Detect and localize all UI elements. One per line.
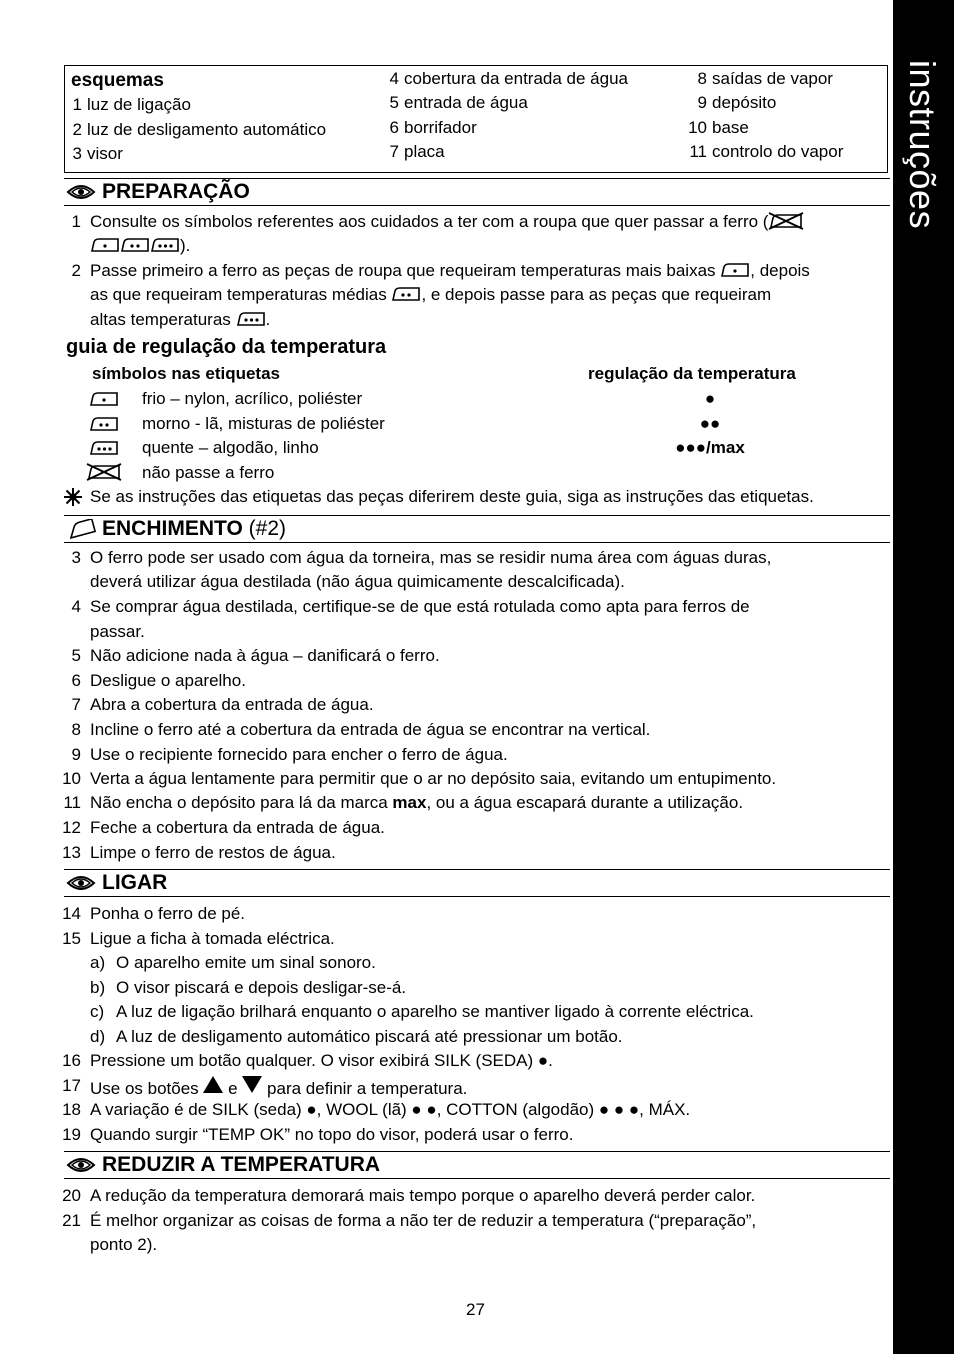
- substep-label: c): [90, 1002, 105, 1021]
- part-item: 9 depósito: [697, 93, 777, 112]
- step-number: 10: [62, 769, 81, 788]
- iron-high-icon: [236, 310, 266, 328]
- guide-note: Se as instruções das etiquetas das peças diferirem deste guia, siga as instruções das etiquetas.: [90, 487, 814, 506]
- part-item: 1 luz de ligação: [72, 95, 191, 114]
- step-number: 13: [62, 843, 81, 862]
- substep-text: A luz de desligamento automático piscará até pressionar um botão.: [116, 1027, 623, 1046]
- iron-medium-icon: [391, 285, 421, 303]
- section-title: LIGAR: [102, 871, 168, 894]
- substep-label: a): [90, 953, 106, 972]
- step-number: 1: [71, 212, 81, 231]
- step-number: 2: [71, 261, 81, 280]
- guide-col-symbols: símbolos nas etiquetas: [92, 364, 280, 383]
- step-number: 17: [62, 1076, 81, 1095]
- eye-icon: [66, 873, 96, 893]
- page-number: 27: [466, 1300, 485, 1319]
- arrow-down-icon: [242, 1076, 262, 1093]
- step-text: A redução da temperatura demorará mais tempo porque o aparelho deverá perder calor.: [90, 1186, 756, 1205]
- step-text: Use os botões e para definir a temperatura.: [90, 1076, 467, 1099]
- guide-row-label: não passe a ferro: [142, 463, 275, 482]
- no-iron-icon: [768, 212, 804, 230]
- step-number: 12: [62, 818, 81, 837]
- substep-text: O aparelho emite um sinal sonoro.: [116, 953, 376, 972]
- step-text: Use o recipiente fornecido para encher o ferro de água.: [90, 745, 508, 764]
- parts-title: esquemas: [71, 70, 164, 91]
- iron-high-icon: [150, 236, 180, 254]
- step-text: Desligue o aparelho.: [90, 671, 246, 690]
- step-number: 16: [62, 1051, 81, 1070]
- arrow-up-icon: [203, 1076, 223, 1093]
- step-text: Passe primeiro a ferro as peças de roupa que requeiram temperaturas mais baixas , depois: [90, 261, 810, 280]
- no-iron-icon: [86, 463, 122, 481]
- part-item: 5 entrada de água: [389, 93, 528, 112]
- guide-row-setting: ●●●/max: [675, 438, 745, 457]
- step-number: 18: [62, 1100, 81, 1119]
- iron-outline-icon: [66, 519, 96, 539]
- parts-box: [64, 65, 888, 173]
- section-title: PREPARAÇÃO: [102, 180, 250, 203]
- step-text: Não adicione nada à água – danificará o ferro.: [90, 646, 440, 665]
- step-number: 9: [71, 745, 81, 764]
- step-text: Não encha o depósito para lá da marca max, ou a água escapará durante a utilização.: [90, 793, 744, 812]
- step-text: Quando surgir “TEMP OK” no topo do visor, poderá usar o ferro.: [90, 1125, 574, 1144]
- section-preparation: [64, 178, 890, 206]
- step-text: Pressione um botão qualquer. O visor exibirá SILK (SEDA) ●.: [90, 1051, 553, 1070]
- step-text: ponto 2).: [90, 1235, 158, 1254]
- part-item: 6 borrifador: [389, 118, 477, 137]
- step-text: Consulte os símbolos referentes aos cuidados a ter com a roupa que quer passar a ferro (: [90, 212, 804, 232]
- step-number: 8: [71, 720, 81, 739]
- section-reduce-temperature: [64, 1151, 890, 1179]
- iron-low-icon: [720, 261, 750, 279]
- step-number: 15: [62, 929, 81, 948]
- iron-high-icon: [88, 439, 120, 457]
- step-text: Incline o ferro até a cobertura da entrada de água se encontrar na vertical.: [90, 720, 651, 739]
- substep-text: A luz de ligação brilhará enquanto o aparelho se mantiver ligado à corrente eléctrica.: [116, 1002, 754, 1021]
- guide-row-label: morno - lã, misturas de poliéster: [142, 414, 385, 433]
- step-text: Limpe o ferro de restos de água.: [90, 843, 336, 862]
- guide-col-setting: regulação da temperatura: [588, 364, 796, 383]
- sun-tip-icon: [64, 488, 82, 506]
- step-text: O ferro pode ser usado com água da torneira, mas se residir numa área com águas duras,: [90, 548, 772, 567]
- iron-medium-icon: [88, 415, 120, 433]
- guide-row-setting: ●: [704, 389, 716, 408]
- step-text: É melhor organizar as coisas de forma a não ter de reduzir a temperatura (“preparação”,: [90, 1211, 757, 1230]
- part-item: 10 base: [688, 118, 749, 137]
- part-item: 2 luz de desligamento automático: [72, 120, 327, 139]
- step-text: Ligue a ficha à tomada eléctrica.: [90, 929, 335, 948]
- step-text: Abra a cobertura da entrada de água.: [90, 695, 374, 714]
- substep-label: d): [90, 1027, 106, 1046]
- step-text: ).: [90, 236, 190, 256]
- step-number: 11: [63, 793, 81, 812]
- eye-icon: [66, 182, 96, 202]
- guide-row-setting: ●●: [699, 414, 721, 433]
- eye-icon: [66, 1155, 96, 1175]
- step-number: 4: [71, 597, 81, 616]
- step-text: passar.: [90, 622, 145, 641]
- step-text: deverá utilizar água destilada (não água quimicamente descalcificada).: [90, 572, 625, 591]
- step-text: altas temperaturas .: [90, 310, 271, 329]
- step-number: 19: [62, 1125, 81, 1144]
- part-item: 7 placa: [389, 142, 445, 161]
- step-number: 20: [62, 1186, 81, 1205]
- guide-row-label: quente – algodão, linho: [142, 438, 319, 457]
- step-text: A variação é de SILK (seda) ●, WOOL (lã) ● ●, COTTON (algodão) ● ● ●, MÁX.: [90, 1100, 691, 1119]
- step-text: Se comprar água destilada, certifique-se de que está rotulada como apta para ferros de: [90, 597, 750, 616]
- step-text: Feche a cobertura da entrada de água.: [90, 818, 385, 837]
- part-item: 8 saídas de vapor: [697, 69, 833, 88]
- step-text: Verta a água lentamente para permitir que o ar no depósito saia, evitando um entupimento.: [90, 769, 777, 788]
- sidebar-label: instruções: [902, 60, 943, 230]
- substep-label: b): [90, 978, 106, 997]
- step-text: Ponha o ferro de pé.: [90, 904, 246, 923]
- substep-text: O visor piscará e depois desligar-se-á.: [116, 978, 407, 997]
- iron-medium-icon: [120, 236, 150, 254]
- guide-row-label: frio – nylon, acrílico, poliéster: [142, 389, 363, 408]
- step-number: 14: [62, 904, 81, 923]
- part-item: 11 controlo do vapor: [689, 142, 844, 161]
- guide-title: guia de regulação da temperatura: [66, 336, 387, 358]
- part-item: 4 cobertura da entrada de água: [389, 69, 629, 88]
- section-filling: [64, 515, 890, 543]
- step-number: 21: [62, 1211, 81, 1230]
- iron-low-icon: [90, 236, 120, 254]
- step-number: 5: [71, 646, 81, 665]
- step-text: as que requeiram temperaturas médias , e depois passe para as peças que requeiram: [90, 285, 772, 304]
- section-switch-on: [64, 869, 890, 897]
- section-title: ENCHIMENTO (#2): [102, 517, 286, 540]
- step-number: 3: [71, 548, 81, 567]
- section-title: REDUZIR A TEMPERATURA: [102, 1153, 381, 1176]
- step-number: 6: [71, 671, 81, 690]
- part-item: 3 visor: [72, 144, 123, 163]
- step-number: 7: [71, 695, 81, 714]
- iron-low-icon: [88, 390, 120, 408]
